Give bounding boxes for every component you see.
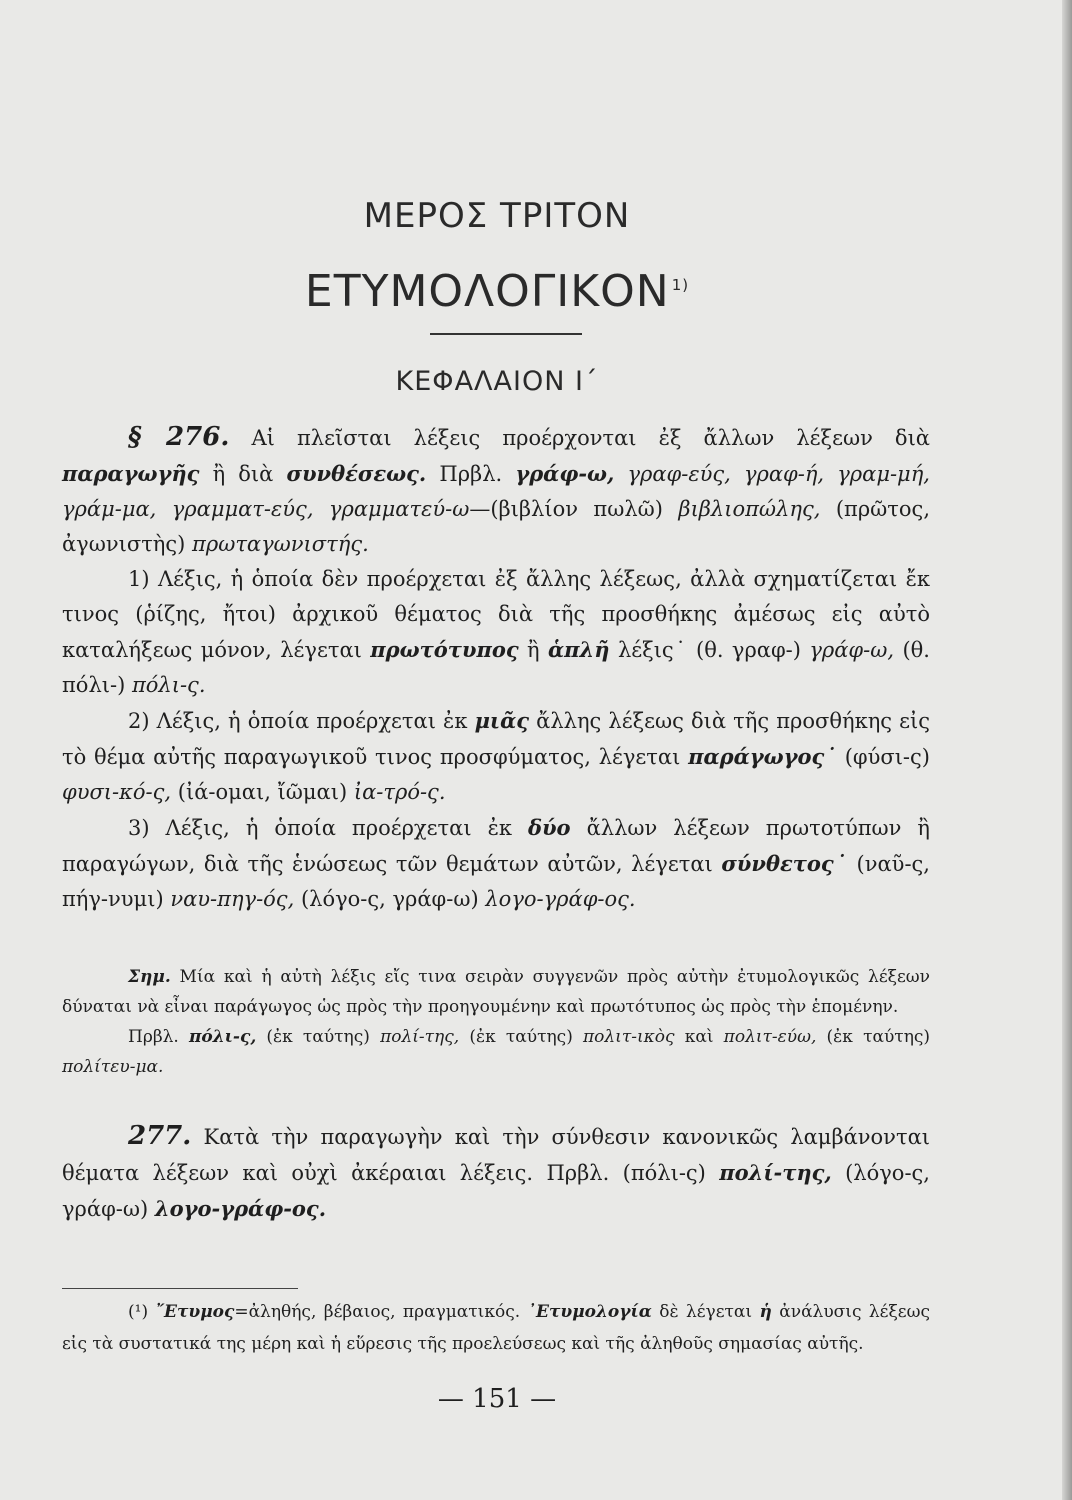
text-run: ἢ διὰ — [212, 462, 274, 486]
term-etymologia: ᾿Ετυμολογία — [527, 1302, 652, 1322]
term-primitive: πρωτότυπος — [370, 637, 519, 662]
text-run: (ναῦ-ς, πήγ-νυμι) — [62, 852, 930, 911]
footnote — [62, 1296, 930, 1360]
text-run: (φύσι-ς) — [844, 745, 930, 769]
example-word: γράφ-ω, — [809, 638, 895, 662]
text-run: 1) Λέξις, ἡ ὁποία δὲν προέρχεται ἐξ ἄλλης λέξεως, ἀλλὰ σχηματίζεται ἔκ τινος (ῥίζης, ἤτοι) ἀρχικοῦ θέματος διὰ τῆς προσθήκης ἀμέσως εἰς αὐτὸ καταλήξεως μόνον, λέγεται — [62, 567, 930, 662]
term-derivative: παράγωγος˙ — [688, 744, 837, 769]
remark-note — [62, 962, 930, 1082]
term-simple: ἁπλῆ — [548, 637, 610, 662]
gloss: (πρῶτος, ἀγωνιστὴς) — [62, 497, 930, 556]
gloss: —(βιβλίον πωλῶ) — [469, 497, 663, 521]
title-divider — [430, 333, 582, 335]
footnote-divider — [62, 1288, 298, 1289]
remark-examples — [62, 1022, 930, 1082]
example-word: ναυ-πηγ-ός, — [170, 887, 295, 911]
text-run: ἀνάλυσις λέξεως εἰς τὰ συστατικά της μέρη καὶ ἡ εὕρεσις τῆς προελεύσεως καὶ τῆς ἀληθοῦς σημασίας αὐτῆς. — [62, 1302, 930, 1354]
text-run: λέξις˙ (θ. γραφ-) — [617, 638, 801, 662]
example-word: λογο-γράφ-ος. — [154, 1196, 327, 1221]
paragraph-2 — [62, 703, 930, 810]
section-276-intro — [62, 420, 930, 562]
example-word: πολιτ-εύω, — [723, 1027, 817, 1047]
text-run: ἄλλης λέξεως διὰ τῆς προσθήκης εἰς τὸ θέμα αὐτῆς παραγωγικοῦ τινος προσφύματος, λέγεται — [62, 709, 931, 769]
text-run: καὶ — [684, 1027, 714, 1047]
page-edge-shadow — [1062, 0, 1072, 1500]
section-277 — [62, 1118, 930, 1227]
footnote-paragraph — [62, 1296, 930, 1360]
example-word: πόλι-ς. — [131, 673, 206, 697]
main-title — [62, 266, 932, 317]
text-run: Κατὰ τὴν παραγωγὴν καὶ τὴν σύνθεσιν κανονικῶς λαμβάνονται θέματα λέξεων καὶ οὐχὶ ἀκέραιαι λέξεις. Πρβλ. (πόλι-ς) — [62, 1125, 930, 1185]
text-run: (ἰά-ομαι, ἴῶμαι) — [177, 780, 348, 804]
chapter-heading: ΚΕΦΑΛΑΙΟΝ Ι΄ — [395, 366, 599, 397]
text-run: δὲ λέγεται — [659, 1302, 753, 1322]
gloss: (ἐκ ταύτης) — [469, 1027, 573, 1047]
example-word: λογο-γράφ-ος. — [485, 887, 636, 911]
paragraph-1 — [62, 562, 930, 703]
emphasis-word: μιᾶς — [474, 708, 530, 733]
article-word: ἡ — [759, 1302, 772, 1322]
gloss: (ἐκ ταύτης) — [266, 1027, 370, 1047]
section-number: § 276. — [128, 422, 230, 452]
example-word: φυσι-κό-ς, — [62, 780, 172, 804]
paragraph-3 — [62, 810, 930, 917]
remark-label: Σημ. — [128, 967, 171, 987]
remark-paragraph — [62, 962, 930, 1022]
text-run: (λόγο-ς, γράφ-ω) — [300, 887, 479, 911]
part-title: ΜΕΡΟΣ ΤΡΙΤΟΝ — [363, 196, 631, 236]
text-run: =ἀληθής, βέβαιος, πραγματικός. — [234, 1302, 521, 1322]
term-etymos: ῎Ετυμος — [155, 1302, 235, 1322]
page-number: — 151 — — [437, 1384, 557, 1414]
text-run: Πρβλ. — [439, 462, 503, 486]
footnote-marker: (¹) — [128, 1302, 149, 1322]
example-word: πόλι-ς, — [188, 1027, 257, 1047]
text-run: 3) Λέξις, ἡ ὁποία προέρχεται ἐκ — [128, 816, 512, 840]
section-276 — [62, 420, 930, 917]
example-series: γραφ-εύς, γραφ-ή, γραμ-μή, γράμ-μα, γραμματ-εύς, γραμματεύ-ω — [62, 462, 930, 521]
example-word: πολιτ-ικὸς — [582, 1027, 675, 1047]
text-run: Πρβλ. — [128, 1027, 179, 1047]
gloss: (ἐκ ταύτης) — [826, 1027, 931, 1047]
term-compound: σύνθετος˙ — [721, 851, 848, 876]
text-run: 2) Λέξις, ἡ ὁποία προέρχεται ἐκ — [128, 709, 468, 733]
example-word: βιβλιοπώλης, — [678, 497, 821, 521]
example-word: πολί-της, — [719, 1160, 832, 1185]
example-word: πρωταγωνιστής. — [192, 532, 369, 556]
text-run: ἢ — [527, 638, 540, 662]
text-run: ἄλλων λέξεων πρωτοτύπων ἢ παραγώγων, διὰ τῆς ἑνώσεως τῶν θεμάτων αὐτῶν, λέγεται — [62, 816, 930, 876]
example-word: γράφ-ω, — [515, 461, 615, 486]
text-run: Αἱ πλεῖσται λέξεις προέρχονται ἐξ ἄλλων λέξεων διὰ — [251, 426, 930, 450]
book-page — [62, 0, 932, 1500]
footnote-reference: 1) — [671, 276, 690, 295]
example-word: πολί-της, — [380, 1027, 460, 1047]
text-run: Μία καὶ ἡ αὐτὴ λέξις εἴς τινα σειρὰν συγγενῶν πρὸς αὐτὴν ἐτυμολογικῶς λέξεων δύναται νὰ εἶναι παράγωγος ὡς πρὸς τὴν προηγουμένην καὶ πρωτότυπος ὡς πρὸς τὴν ἑπομένην. — [62, 967, 930, 1017]
example-word: ἰα-τρό-ς. — [353, 780, 446, 804]
text-run: (θ. πόλι-) — [62, 638, 930, 697]
emphasis-word: δύο — [527, 815, 571, 840]
term-derivation: παραγωγῆς — [62, 461, 200, 486]
section-number: 277. — [128, 1121, 192, 1151]
main-title-text: ΕΤΥΜΟΛΟΓΙΚΟΝ — [304, 266, 670, 317]
example-word: πολίτευ-μα. — [62, 1057, 164, 1077]
text-run: (λόγο-ς, γράφ-ω) — [62, 1161, 930, 1221]
section-277-paragraph — [62, 1118, 930, 1227]
term-composition: συνθέσεως. — [286, 461, 427, 486]
